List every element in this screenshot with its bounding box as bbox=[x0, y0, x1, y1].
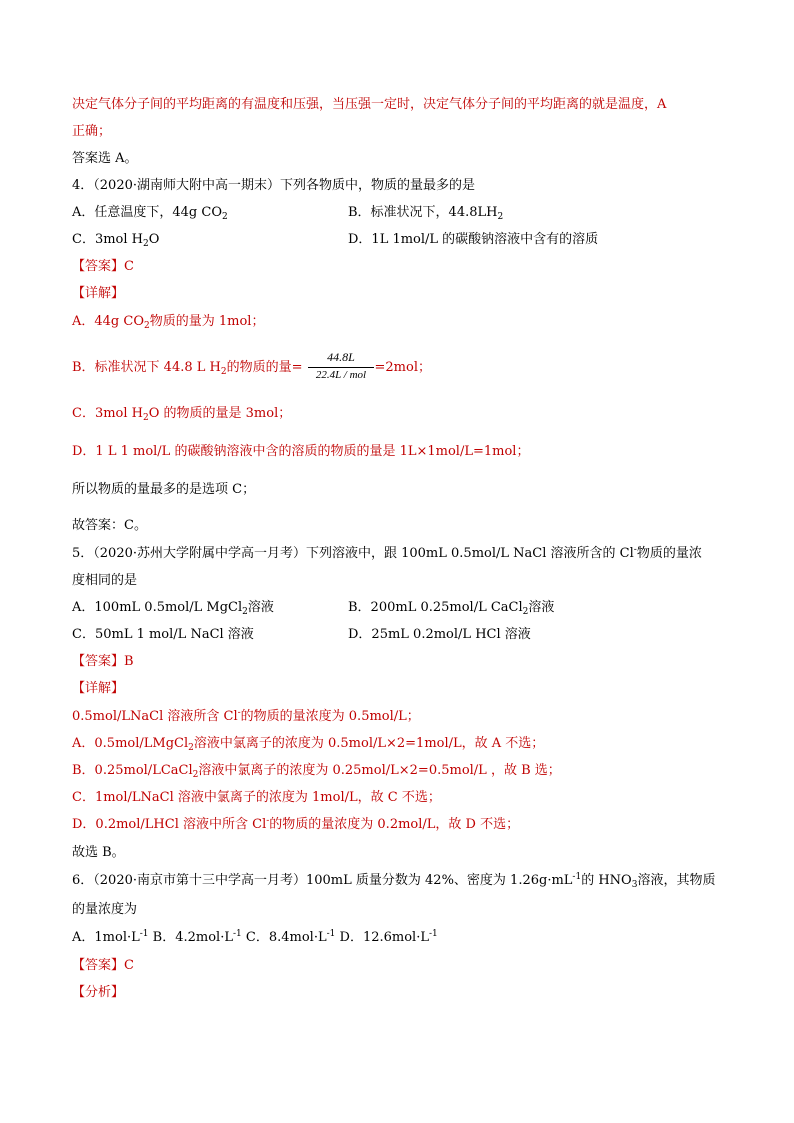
prev-detail-line-2: 正确； bbox=[72, 124, 112, 139]
q4-answer: 【答案】C bbox=[72, 259, 134, 274]
q4-option-a: A．任意温度下，44g $CO_2$ bbox=[72, 205, 228, 222]
q5-final: 故选 B。 bbox=[72, 845, 125, 860]
q6-analysis-label: 【分析】 bbox=[72, 985, 125, 1000]
q4-detail-a: A．44g $CO_2$物质的量为 1mol； bbox=[72, 314, 265, 331]
q6-option-a: A．$1mol\cdot L^{-1}$ bbox=[72, 929, 149, 945]
q6-stem-2: 的量浓度为 bbox=[72, 902, 138, 917]
q4-summary: 所以物质的量最多的是选项 C； bbox=[72, 482, 256, 497]
q5-detail-a: A．0.5mol/LMgCl$_2$溶液中氯离子的浓度为 0.5mol/L×2=1mol/L，故 A 不选； bbox=[72, 736, 545, 753]
prev-answer: 答案选 A。 bbox=[72, 151, 138, 166]
q6-stem-1: 6．（2020·南京市第十三中学高一月考）100mL 质量分数为 42%、密度为 $1.26g\cdot mL^{-1}$的 $HNO_3$溶液，其物质 bbox=[72, 872, 716, 890]
q5-options-row-2 bbox=[72, 626, 722, 644]
q5-detail-b: B．0.25mol/LCaCl$_2$溶液中氯离子的浓度为 0.25mol/L×2=0.5mol/L ，故 B 选； bbox=[72, 763, 561, 780]
q5-detail-d: D．0.2mol/LHCl 溶液中所含 Cl-的物质的量浓度为 0.2mol/L，故 D 不选； bbox=[72, 816, 520, 832]
prev-detail-line-1: 决定气体分子间的平均距离的有温度和压强，当压强一定时，决定气体分子间的平均距离的就是温度，A bbox=[72, 97, 667, 112]
q5-option-d: D．25mL 0.2mol/L HCl 溶液 bbox=[348, 627, 531, 642]
q6-option-d: D．$12.6mol\cdot L^{-1}$ bbox=[339, 929, 438, 945]
q6-options-row bbox=[72, 929, 722, 947]
fraction-bar bbox=[308, 367, 374, 368]
q6-option-c: C．$8.4mol\cdot L^{-1}$ bbox=[245, 929, 336, 945]
q4-stem: 4．（2020·湖南师大附中高一期末）下列各物质中，物质的量最多的是 bbox=[72, 178, 475, 193]
q4-detail-c: C．3mol $H_2O$ 的物质的量是 3mol； bbox=[72, 406, 292, 423]
q4-fraction bbox=[306, 350, 376, 384]
q5-option-a: A．100mL 0.5mol/L MgCl$_2$溶液 bbox=[72, 600, 274, 617]
q5-detail-c: C．1mol/LNaCl 溶液中氯离子的浓度为 1mol/L，故 C 不选； bbox=[72, 790, 441, 805]
q4-detail-d: D．1 L 1 mol/L 的碳酸钠溶液中含的溶质的物质的量是 1L×1mol/L=1mol； bbox=[72, 444, 530, 459]
q5-detail-label: 【详解】 bbox=[72, 681, 125, 696]
fraction-numerator: 44.8L bbox=[327, 350, 355, 364]
q4-option-b: B．标准状况下，$44.8LH_2$ bbox=[348, 205, 504, 222]
q4-options-row-2 bbox=[72, 231, 722, 249]
q5-options-row-1 bbox=[72, 599, 722, 617]
q4-options-row-1 bbox=[72, 204, 722, 222]
q4-option-d: D．1L 1mol/L 的碳酸钠溶液中含有的溶质 bbox=[348, 232, 599, 247]
q5-detail-0: 0.5mol/LNaCl 溶液所含 Cl-的物质的量浓度为 0.5mol/L； bbox=[72, 708, 420, 724]
q4-detail-label: 【详解】 bbox=[72, 286, 125, 301]
q5-stem-2: 度相同的是 bbox=[72, 573, 138, 588]
q6-option-b: B．$4.2mol\cdot L^{-1}$ bbox=[152, 929, 242, 945]
q6-answer: 【答案】C bbox=[72, 958, 134, 973]
q5-answer: 【答案】B bbox=[72, 654, 134, 669]
q4-final: 故答案：C。 bbox=[72, 518, 147, 533]
q5-stem-1: 5．（2020·苏州大学附属中学高一月考）下列溶液中，跟 100mL 0.5mol/L NaCl 溶液所含的 Cl-物质的量浓 bbox=[72, 545, 702, 561]
q4-detail-b: B．标准状况下 44.8 L $H_2$的物质的量= =2mol； bbox=[72, 360, 431, 377]
q5-option-b: B．200mL 0.25mol/L CaCl$_2$溶液 bbox=[348, 600, 555, 617]
fraction-denominator: 22.4L / mol bbox=[315, 369, 367, 381]
q5-option-c: C．50mL 1 mol/L NaCl 溶液 bbox=[72, 627, 254, 642]
q4-option-c: C．3mol $H_2O$ bbox=[72, 232, 160, 249]
